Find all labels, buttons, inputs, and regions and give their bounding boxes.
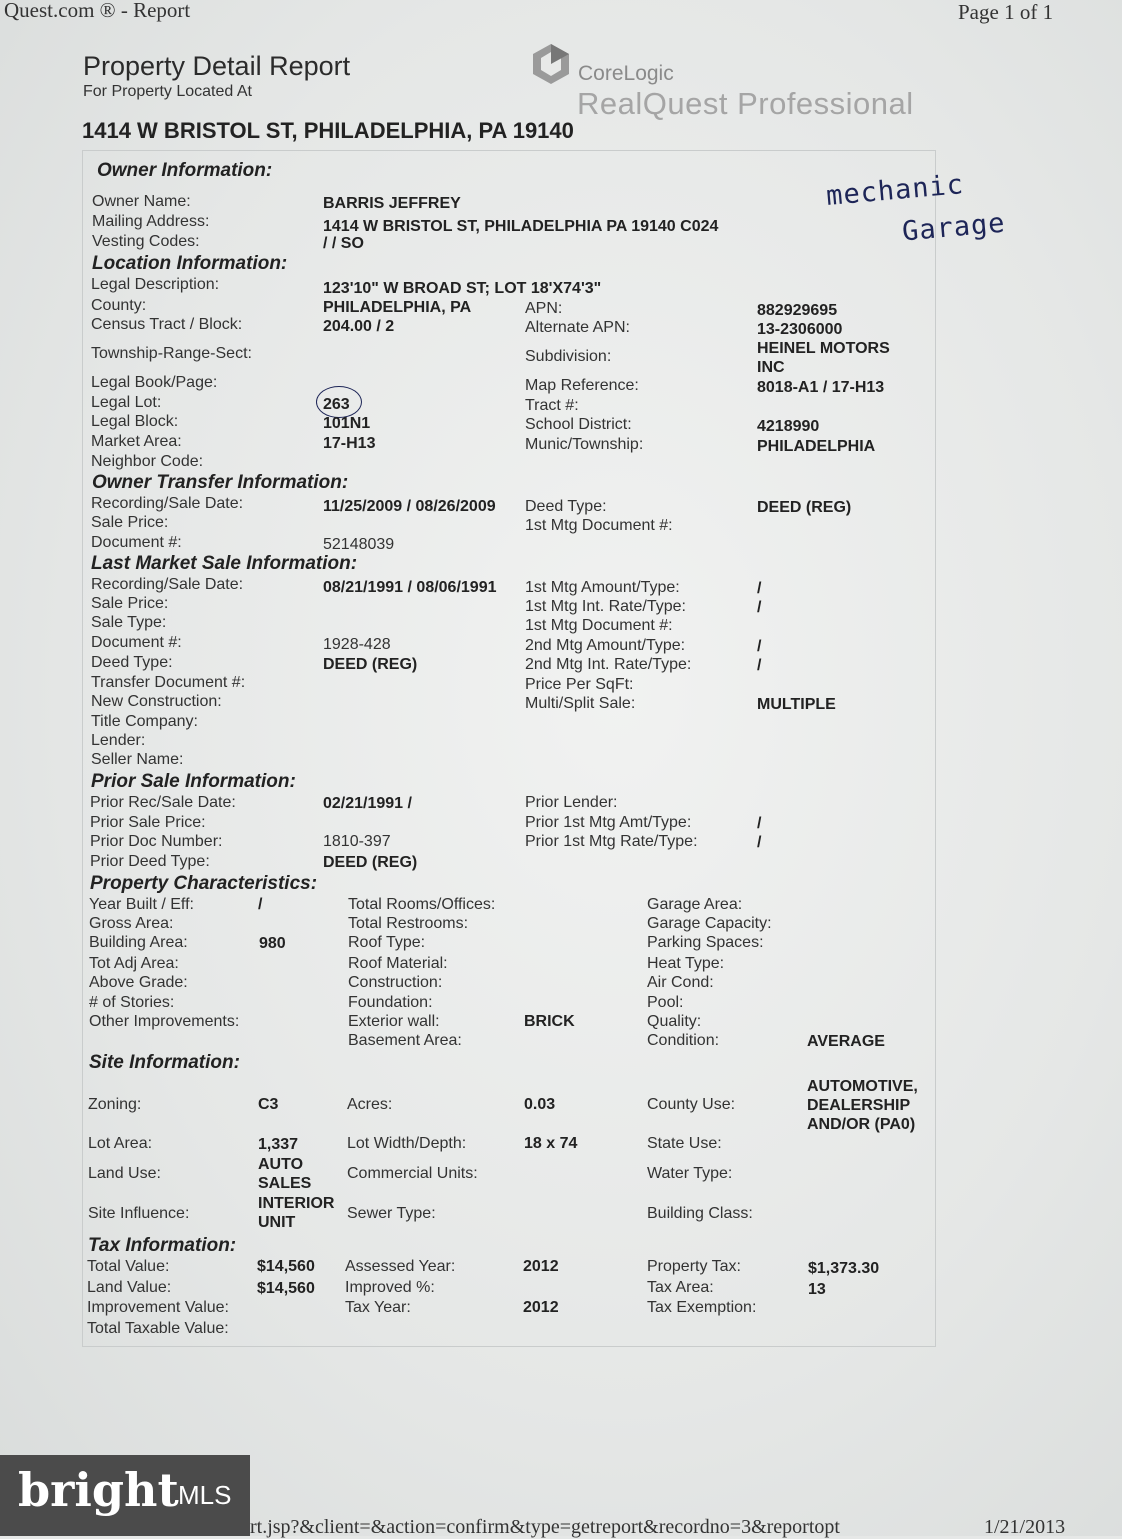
last-sale-price-label: Sale Price: (91, 595, 169, 612)
census-tract-label: Census Tract / Block: (91, 316, 243, 333)
parking-spaces-label: Parking Spaces: (647, 934, 764, 951)
sewer-type-label: Sewer Type: (347, 1205, 436, 1222)
transfer-document-value: 52148039 (323, 536, 395, 553)
munic-township-value: PHILADELPHIA (757, 438, 876, 455)
stories-label: # of Stories: (89, 994, 175, 1011)
total-rooms-label: Total Rooms/Offices: (348, 896, 496, 913)
vesting-codes-value: / / SO (323, 235, 364, 252)
prior-rec-date-value: 02/21/1991 / (323, 795, 412, 812)
owner-transfer-heading: Owner Transfer Information: (92, 472, 349, 493)
corelogic-logo-icon (530, 42, 572, 86)
legal-description-label: Legal Description: (91, 276, 220, 293)
property-address: 1414 W BRISTOL ST, PHILADELPHIA, PA 19140 (82, 118, 574, 143)
assessed-year-value: 2012 (523, 1258, 559, 1275)
last-sale-heading: Last Market Sale Information: (91, 553, 358, 574)
county-value: PHILADELPHIA, PA (323, 299, 472, 316)
roof-type-label: Roof Type: (348, 934, 426, 951)
mls-logo-text: MLS (178, 1480, 232, 1510)
browser-header-title: Quest.com ® - Report (4, 0, 191, 22)
year-built-value: / (258, 896, 263, 913)
year-built-label: Year Built / Eff: (89, 896, 194, 913)
acres-label: Acres: (347, 1096, 393, 1113)
new-construction-label: New Construction: (91, 693, 222, 710)
land-use-value: AUTO SALES (258, 1156, 312, 1192)
improvement-value-label: Improvement Value: (87, 1299, 229, 1316)
assessed-year-label: Assessed Year: (345, 1258, 456, 1275)
apn-value: 882929695 (757, 302, 838, 319)
exterior-wall-value: BRICK (524, 1013, 575, 1030)
transfer-document-label: Document #: (91, 534, 182, 551)
tax-year-value: 2012 (523, 1299, 559, 1316)
tax-info-heading: Tax Information: (88, 1235, 237, 1256)
mtg1-amount-value: / (757, 580, 762, 597)
site-influence-label: Site Influence: (88, 1205, 190, 1222)
total-value-label: Total Value: (87, 1258, 170, 1275)
prior-lender-label: Prior Lender: (525, 794, 618, 811)
last-sale-document-label: Document #: (91, 634, 182, 651)
last-sale-deed-type-label: Deed Type: (91, 654, 173, 671)
location-info-heading: Location Information: (92, 253, 288, 274)
transfer-document-number-label: Transfer Document #: (91, 674, 246, 691)
mtg2-amount-label: 2nd Mtg Amount/Type: (525, 637, 686, 654)
zoning-value: C3 (258, 1096, 279, 1113)
last-sale-recording-label: Recording/Sale Date: (91, 576, 244, 593)
market-area-value: 17-H13 (323, 435, 376, 452)
county-use-value: AUTOMOTIVE, DEALERSHIP AND/OR (PA0) (807, 1078, 918, 1133)
condition-label: Condition: (647, 1032, 720, 1049)
tax-year-label: Tax Year: (345, 1299, 411, 1316)
owner-name-label: Owner Name: (92, 193, 191, 210)
handwritten-circle (316, 386, 362, 418)
bright-logo-text: bright (18, 1463, 179, 1517)
air-cond-label: Air Cond: (647, 974, 714, 991)
building-area-value: 980 (259, 935, 286, 952)
basement-area-label: Basement Area: (348, 1032, 462, 1049)
property-tax-label: Property Tax: (647, 1258, 741, 1275)
footer-url: rt.jsp?&client=&action=confirm&type=getreport&recordno=3&reportopt (250, 1516, 840, 1538)
construction-label: Construction: (348, 974, 443, 991)
prior-rec-date-label: Prior Rec/Sale Date: (90, 794, 236, 811)
tax-area-label: Tax Area: (647, 1279, 714, 1296)
garage-area-label: Garage Area: (647, 896, 743, 913)
transfer-deed-type-value: DEED (REG) (757, 499, 852, 516)
above-grade-label: Above Grade: (89, 974, 188, 991)
transfer-recording-value: 11/25/2009 / 08/26/2009 (323, 498, 496, 515)
seller-name-label: Seller Name: (91, 751, 184, 768)
legal-description-value: 123'10" W BROAD ST; LOT 18'X74'3" (323, 280, 602, 297)
subdivision-value: HEINEL MOTORS INC (757, 340, 890, 376)
exterior-wall-label: Exterior wall: (348, 1013, 440, 1030)
lot-width-depth-label: Lot Width/Depth: (347, 1135, 467, 1152)
roof-material-label: Roof Material: (348, 955, 448, 972)
lot-area-value: 1,337 (258, 1136, 299, 1153)
transfer-sale-price-label: Sale Price: (91, 514, 169, 531)
mtg1-amount-label: 1st Mtg Amount/Type: (525, 579, 680, 596)
property-tax-value: $1,373.30 (808, 1260, 880, 1277)
total-value-value: $14,560 (257, 1258, 315, 1275)
title-company-label: Title Company: (91, 713, 198, 730)
land-value-label: Land Value: (87, 1279, 172, 1296)
school-district-value: 4218990 (757, 418, 820, 435)
lot-area-label: Lot Area: (88, 1135, 153, 1152)
improved-percent-label: Improved %: (345, 1279, 435, 1296)
tax-area-value: 13 (808, 1281, 826, 1298)
report-title: Property Detail Report (83, 51, 351, 81)
tot-adj-area-label: Tot Adj Area: (89, 955, 179, 972)
mtg1-rate-label: 1st Mtg Int. Rate/Type: (525, 598, 686, 615)
tax-exemption-label: Tax Exemption: (647, 1299, 757, 1316)
total-taxable-value-label: Total Taxable Value: (87, 1320, 229, 1337)
mtg1-document-label: 1st Mtg Document #: (525, 617, 673, 634)
transfer-deed-type-label: Deed Type: (525, 498, 607, 515)
last-sale-type-label: Sale Type: (91, 614, 167, 631)
map-reference-value: 8018-A1 / 17-H13 (757, 379, 885, 396)
prior-mtg-rate-value: / (757, 834, 762, 851)
prior-mtg-amount-label: Prior 1st Mtg Amt/Type: (525, 814, 692, 831)
building-class-label: Building Class: (647, 1205, 753, 1222)
multi-split-sale-value: MULTIPLE (757, 696, 836, 713)
last-sale-recording-value: 08/21/1991 / 08/06/1991 (323, 579, 497, 596)
map-reference-label: Map Reference: (525, 377, 639, 394)
page-counter: Page 1 of 1 (958, 0, 1054, 24)
prior-deed-type-value: DEED (REG) (323, 854, 418, 871)
corelogic-logo-text: CoreLogic (578, 62, 674, 85)
gross-area-label: Gross Area: (89, 915, 174, 932)
report-subtitle: For Property Located At (83, 83, 252, 100)
realquest-logo-text: RealQuest Professional (577, 86, 914, 121)
tract-label: Tract #: (525, 397, 579, 414)
legal-book-page-label: Legal Book/Page: (91, 374, 218, 391)
legal-block-value: 101N1 (323, 415, 371, 432)
prior-mtg-rate-label: Prior 1st Mtg Rate/Type: (525, 833, 698, 850)
prior-deed-type-label: Prior Deed Type: (90, 853, 210, 870)
township-range-label: Township-Range-Sect: (91, 345, 252, 362)
prior-doc-number-value: 1810-397 (323, 833, 391, 850)
census-tract-value: 204.00 / 2 (323, 318, 395, 335)
vesting-codes-label: Vesting Codes: (92, 233, 200, 250)
quality-label: Quality: (647, 1013, 702, 1030)
price-per-sqft-label: Price Per SqFt: (525, 676, 634, 693)
site-influence-value: INTERIOR UNIT (258, 1195, 335, 1231)
land-use-label: Land Use: (88, 1165, 161, 1182)
lot-width-depth-value: 18 x 74 (524, 1135, 578, 1152)
legal-lot-label: Legal Lot: (91, 394, 162, 411)
garage-capacity-label: Garage Capacity: (647, 915, 772, 932)
legal-lot-value: 263 (323, 396, 350, 413)
state-use-label: State Use: (647, 1135, 722, 1152)
mtg1-rate-value: / (757, 599, 762, 616)
alternate-apn-value: 13-2306000 (757, 321, 843, 338)
other-improvements-label: Other Improvements: (89, 1013, 240, 1030)
neighbor-code-label: Neighbor Code: (91, 453, 204, 470)
heat-type-label: Heat Type: (647, 955, 725, 972)
building-area-label: Building Area: (89, 934, 188, 951)
legal-block-label: Legal Block: (91, 413, 179, 430)
mailing-address-label: Mailing Address: (92, 213, 210, 230)
commercial-units-label: Commercial Units: (347, 1165, 478, 1182)
transfer-recording-label: Recording/Sale Date: (91, 495, 244, 512)
prior-mtg-amount-value: / (757, 815, 762, 832)
lender-label: Lender: (91, 732, 146, 749)
alternate-apn-label: Alternate APN: (525, 319, 630, 336)
market-area-label: Market Area: (91, 433, 182, 450)
site-info-heading: Site Information: (89, 1052, 240, 1073)
land-value-value: $14,560 (257, 1280, 315, 1297)
prior-sale-heading: Prior Sale Information: (91, 771, 296, 792)
transfer-mtg-document-label: 1st Mtg Document #: (525, 517, 673, 534)
handwritten-note-garage: Garage (900, 207, 1007, 248)
county-use-label: County Use: (647, 1096, 736, 1113)
handwritten-note-mechanic: mechanic (824, 169, 966, 212)
county-label: County: (91, 297, 147, 314)
owner-name-value: BARRIS JEFFREY (323, 195, 461, 212)
total-restrooms-label: Total Restrooms: (348, 915, 469, 932)
last-sale-document-value: 1928-428 (323, 636, 391, 653)
foundation-label: Foundation: (348, 994, 433, 1011)
school-district-label: School District: (525, 416, 632, 433)
mtg2-rate-value: / (757, 657, 762, 674)
last-sale-deed-type-value: DEED (REG) (323, 656, 418, 673)
acres-value: 0.03 (524, 1096, 556, 1113)
condition-value: AVERAGE (807, 1033, 885, 1050)
mailing-address-value: 1414 W BRISTOL ST, PHILADELPHIA PA 19140 C024 (323, 218, 719, 235)
water-type-label: Water Type: (647, 1165, 733, 1182)
multi-split-sale-label: Multi/Split Sale: (525, 695, 636, 712)
pool-label: Pool: (647, 994, 684, 1011)
characteristics-heading: Property Characteristics: (90, 873, 318, 894)
mtg2-amount-value: / (757, 638, 762, 655)
zoning-label: Zoning: (88, 1096, 142, 1113)
prior-sale-price-label: Prior Sale Price: (90, 814, 206, 831)
munic-township-label: Munic/Township: (525, 436, 644, 453)
mtg2-rate-label: 2nd Mtg Int. Rate/Type: (525, 656, 692, 673)
footer-date: 1/21/2013 (984, 1516, 1066, 1538)
prior-doc-number-label: Prior Doc Number: (90, 833, 223, 850)
apn-label: APN: (525, 300, 563, 317)
subdivision-label: Subdivision: (525, 348, 612, 365)
owner-info-heading: Owner Information: (97, 160, 273, 181)
